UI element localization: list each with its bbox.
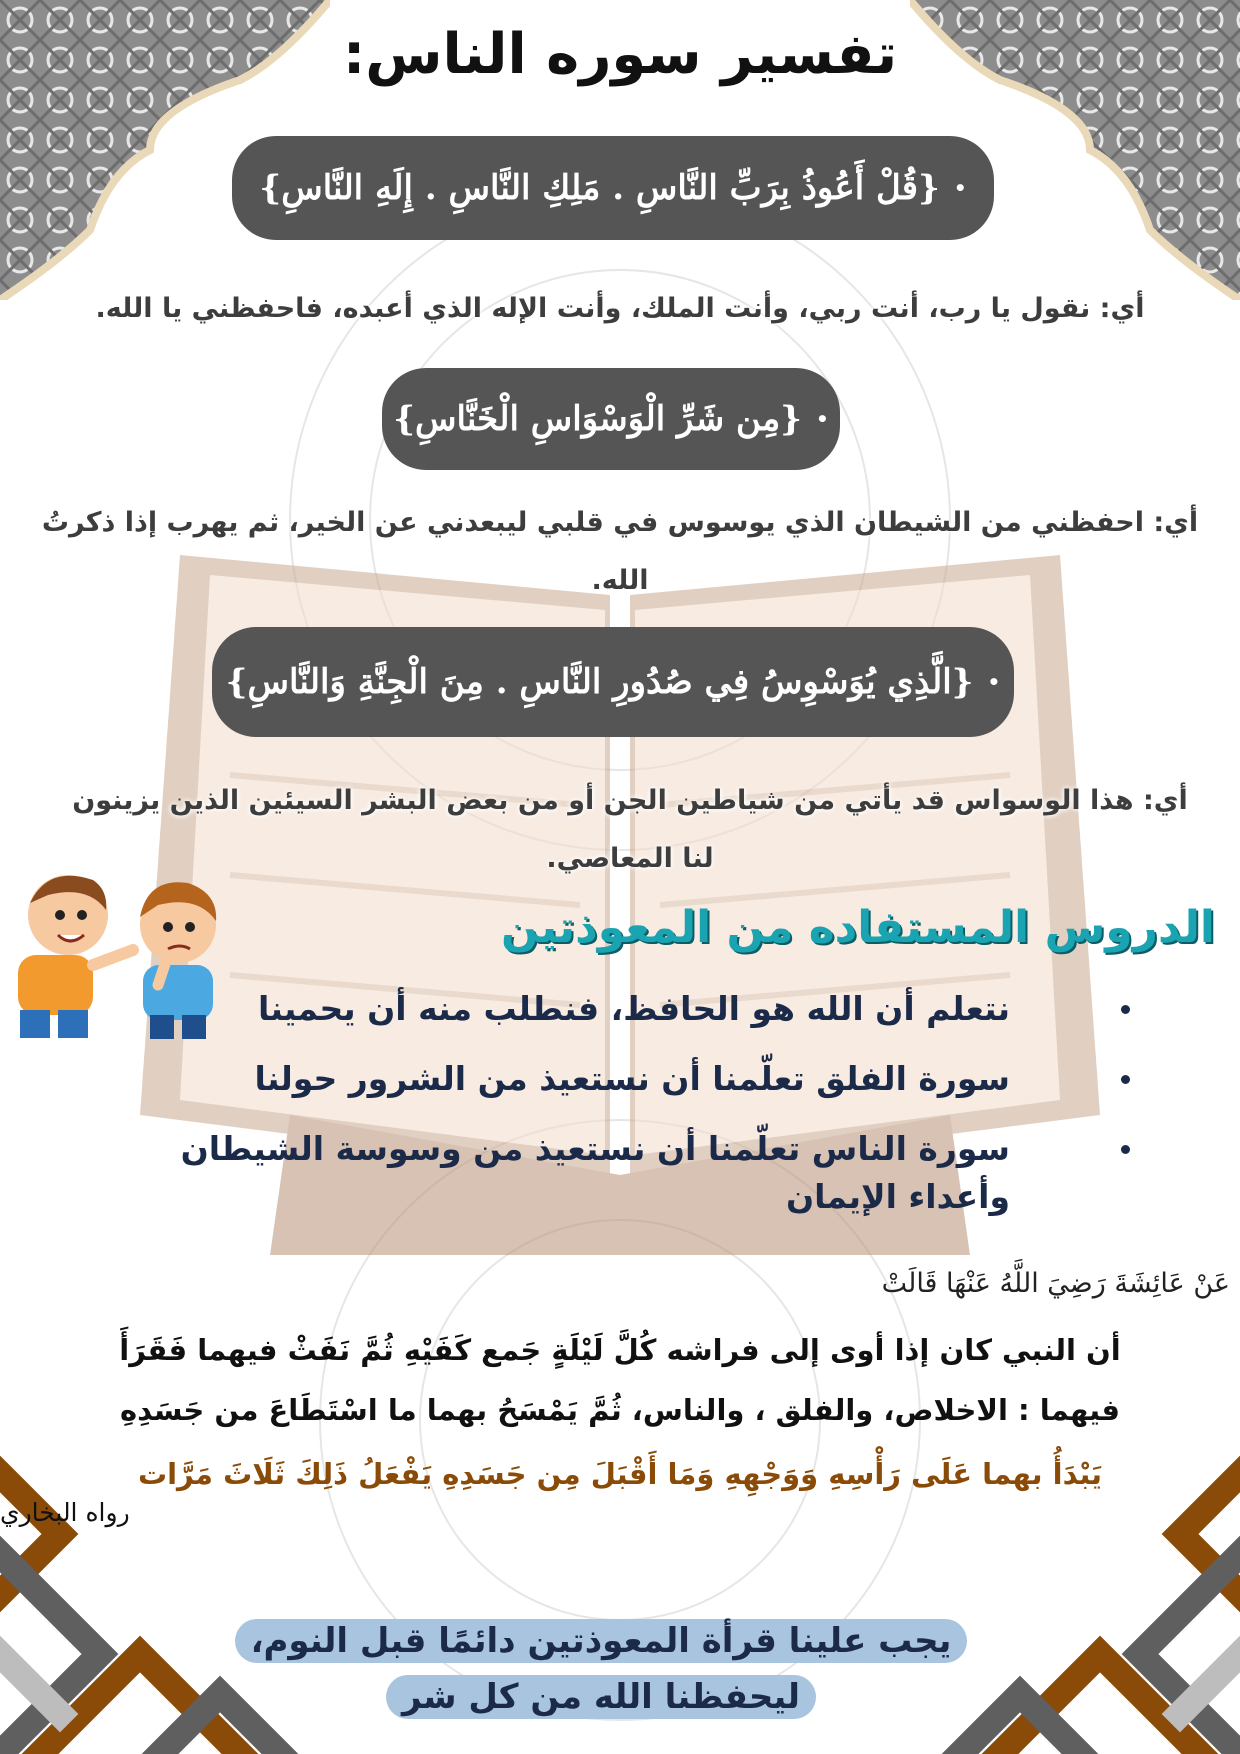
final-note-line-1: يجب علينا قرأة المعوذتين دائمًا قبل النوم، <box>235 1619 968 1663</box>
verse-box-1 <box>232 136 994 240</box>
verse-bullet: • <box>816 407 829 431</box>
verse-bullet: • <box>987 670 1001 694</box>
hadith-line-3: يَبْدَأُ بهما عَلَى رَأْسِهِ وَوَجْهِهِ وَمَا أَقْبَلَ مِن جَسَدِهِ يَفْعَلُ ذَلِكَ ثَلَاثَ مَرَّات <box>137 1457 1103 1491</box>
lesson-text: سورة الفلق تعلّمنا أن نستعيذ من الشرور حولنا <box>254 1059 1010 1098</box>
lesson-text: نتعلم أن الله هو الحافظ، فنطلب منه أن يحمينا <box>258 989 1010 1028</box>
hadith-intro: عَنْ عَائِشَةَ رَضِيَ اللَّهُ عَنْهَا قَالَتْ <box>881 1268 1230 1299</box>
explanation-2: أي: احفظني من الشيطان الذي يوسوس في قلبي ليبعدني عن الخير، ثم يهرب إذا ذكرتُ الله. <box>41 507 1199 596</box>
lessons-list <box>70 985 1130 1243</box>
final-note <box>208 1613 994 1731</box>
bullet-dot <box>1121 1145 1130 1154</box>
verse-bullet: • <box>953 176 967 200</box>
explanation-1: أي: نقول يا رب، أنت ربي، وأنت الملك، وأنت الإله الذي أعبده، فاحفظني يا الله. <box>95 293 1145 324</box>
list-item <box>70 1055 1130 1103</box>
final-note-line-2: ليحفظنا الله من كل شر <box>386 1675 816 1719</box>
page-title: تفسير سوره الناس: <box>342 22 898 87</box>
verse-text: {الَّذِي يُوَسْوِسُ فِي صُدُورِ النَّاسِ . مِنَ الْجِنَّةِ وَالنَّاسِ} <box>225 662 974 702</box>
list-item <box>70 985 1130 1033</box>
list-item <box>70 1125 1130 1221</box>
verse-text: {مِن شَرِّ الْوَسْوَاسِ الْخَنَّاسِ} <box>393 399 803 439</box>
verse-box-3 <box>212 627 1014 737</box>
hadith-text <box>20 1320 1220 1440</box>
hadith-narrator: رواه البخاري <box>0 1498 130 1527</box>
lesson-text: سورة الناس تعلّمنا أن نستعيذ من وسوسة الشيطان وأعداء الإيمان <box>180 1129 1010 1216</box>
bullet-dot <box>1121 1005 1130 1014</box>
lessons-title: الدروس المستفاده من المعوذتين <box>501 902 1215 953</box>
hadith-line-1: أن النبي كان إذا أوى إلى فراشه كُلَّ لَيْلَةٍ جَمع كَفَيْهِ ثُمَّ نَفَثْ فيهما فَقَرَأَ <box>119 1333 1121 1367</box>
bullet-dot <box>1121 1075 1130 1084</box>
hadith-line-2: فيهما : الاخلاص، والفلق ، والناس، ثُمَّ يَمْسَحُ بهما ما اسْتَطَاعَ من جَسَدِهِ <box>119 1393 1121 1427</box>
verse-text: {قُلْ أَعُوذُ بِرَبِّ النَّاسِ . مَلِكِ النَّاسِ . إِلَهِ النَّاسِ} <box>259 168 940 208</box>
verse-box-2 <box>382 368 840 470</box>
explanation-3: أي: هذا الوسواس قد يأتي من شياطين الجن أو من بعض البشر السيئين الذين يزينون لنا المعاصي. <box>72 785 1188 874</box>
